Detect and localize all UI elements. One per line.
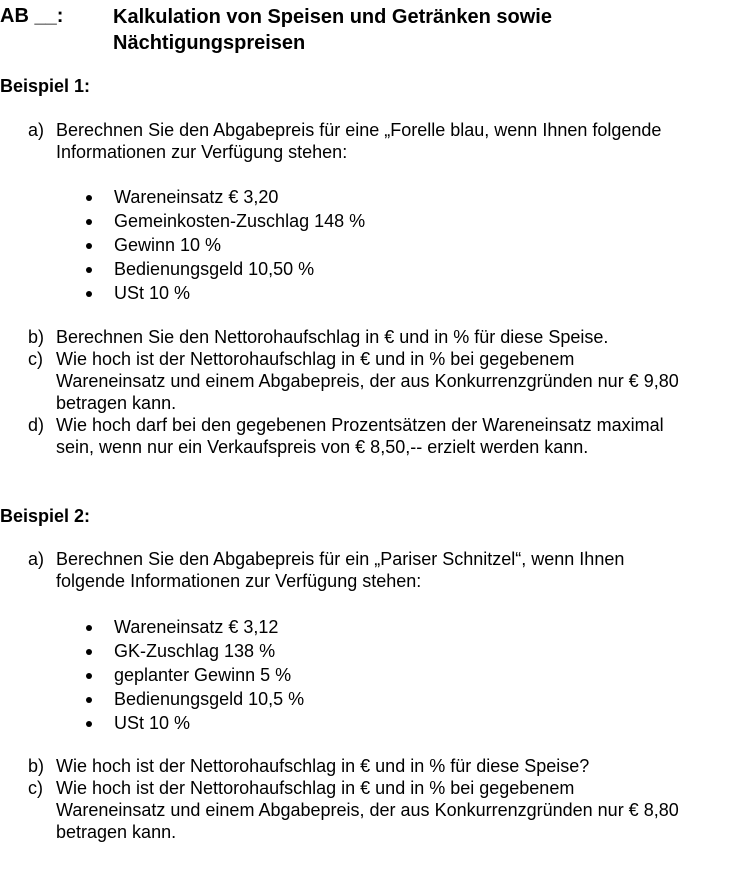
- question-line: Wie hoch darf bei den gegebenen Prozentsätzen der Wareneinsatz maximal: [56, 415, 664, 435]
- bullet-item: Bedienungsgeld 10,5 %: [86, 687, 304, 711]
- question-line: folgende Informationen zur Verfügung stehen:: [56, 571, 422, 591]
- question-line: Wareneinsatz und einem Abgabepreis, der aus Konkurrenzgründen nur € 8,80: [56, 800, 679, 820]
- bullet-item: GK-Zuschlag 138 %: [86, 639, 304, 663]
- worksheet-title: [113, 4, 713, 56]
- bullet-icon: [86, 649, 92, 655]
- bullet-item: Wareneinsatz € 3,20: [86, 185, 365, 209]
- question-label: d): [28, 415, 45, 435]
- question-label: a): [28, 549, 45, 569]
- example-2-question-c: [28, 777, 740, 843]
- question-line: betragen kann.: [56, 393, 177, 413]
- example-1-question-b: [28, 326, 740, 348]
- bullet-icon: [86, 697, 92, 703]
- bullet-item: Bedienungsgeld 10,50 %: [86, 257, 365, 281]
- bullet-item: USt 10 %: [86, 281, 365, 305]
- question-label: c): [28, 778, 43, 798]
- example-1-title: Beispiel 1:: [0, 76, 91, 96]
- question-line: Wie hoch ist der Nettorohaufschlag in € und in % bei gegebenem: [56, 349, 575, 369]
- bullet-icon: [86, 195, 92, 201]
- example-2-title: Beispiel 2:: [0, 506, 91, 526]
- example-1-question-d: [28, 414, 740, 458]
- bullet-item: Gemeinkosten-Zuschlag 148 %: [86, 209, 365, 233]
- bullet-icon: [86, 243, 92, 249]
- bullet-icon: [86, 219, 92, 225]
- question-label: c): [28, 349, 43, 369]
- bullet-icon: [86, 267, 92, 273]
- example-1-bullet-list: [86, 185, 365, 305]
- question-label: b): [28, 327, 45, 347]
- bullet-item: USt 10 %: [86, 711, 304, 735]
- question-line: Wie hoch ist der Nettorohaufschlag in € und in % bei gegebenem: [56, 778, 575, 798]
- title-line: Kalkulation von Speisen und Getränken sowie: [113, 6, 552, 28]
- bullet-icon: [86, 291, 92, 297]
- question-line: Wie hoch ist der Nettorohaufschlag in € und in % für diese Speise?: [56, 756, 590, 776]
- bullet-item: geplanter Gewinn 5 %: [86, 663, 304, 687]
- worksheet-label: AB __:: [0, 5, 64, 27]
- question-line: Berechnen Sie den Abgabepreis für eine „Forelle blau, wenn Ihnen folgende: [56, 120, 662, 140]
- question-line: Wareneinsatz und einem Abgabepreis, der aus Konkurrenzgründen nur € 9,80: [56, 371, 679, 391]
- bullet-item: Wareneinsatz € 3,12: [86, 615, 304, 639]
- question-line: Informationen zur Verfügung stehen:: [56, 142, 348, 162]
- bullet-item: Gewinn 10 %: [86, 233, 365, 257]
- example-1-question-a: [28, 119, 740, 163]
- question-line: betragen kann.: [56, 822, 177, 842]
- question-line: Berechnen Sie den Abgabepreis für ein „Pariser Schnitzel“, wenn Ihnen: [56, 549, 625, 569]
- example-2-question-a: [28, 548, 740, 592]
- example-1-question-c: [28, 348, 740, 414]
- bullet-icon: [86, 625, 92, 631]
- question-label: b): [28, 756, 45, 776]
- bullet-icon: [86, 673, 92, 679]
- title-line: Nächtigungspreisen: [113, 32, 306, 54]
- question-line: Berechnen Sie den Nettorohaufschlag in € und in % für diese Speise.: [56, 327, 609, 347]
- example-2-bullet-list: [86, 615, 304, 735]
- question-label: a): [28, 120, 45, 140]
- example-2-question-b: [28, 755, 740, 777]
- question-line: sein, wenn nur ein Verkaufspreis von € 8,50,-- erzielt werden kann.: [56, 437, 589, 457]
- bullet-icon: [86, 721, 92, 727]
